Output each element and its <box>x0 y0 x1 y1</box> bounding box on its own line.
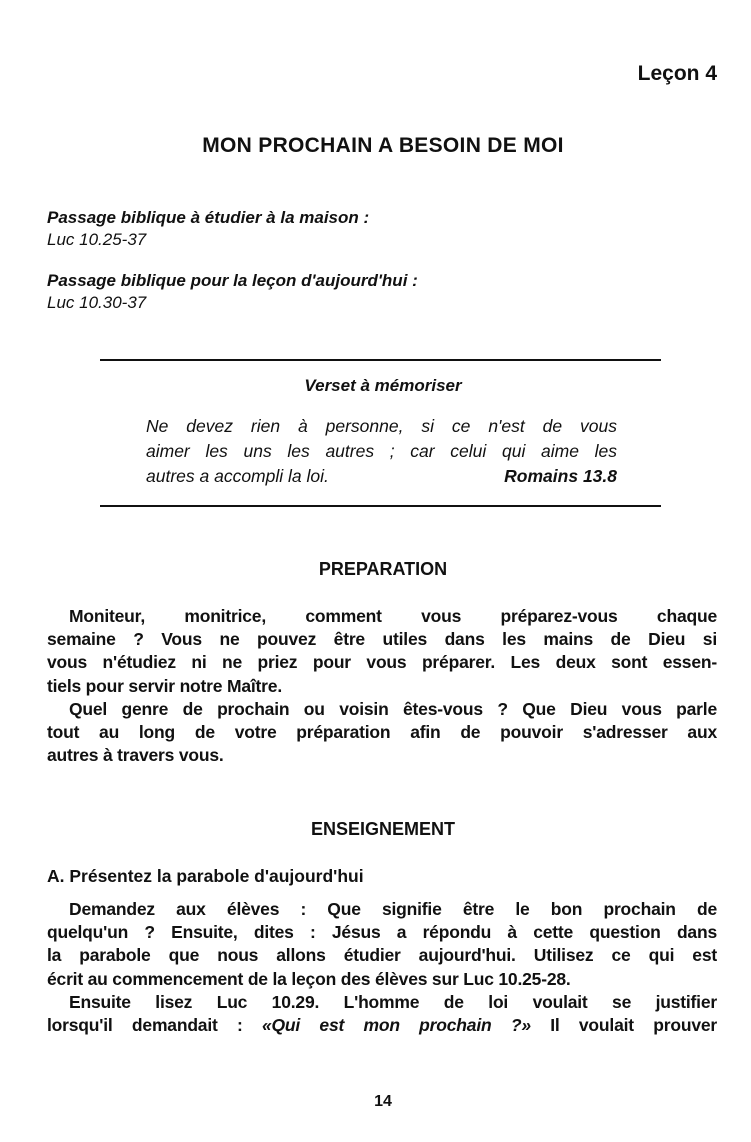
text-line: semaine ? Vous ne pouvez être utiles dans les mains de Dieu si <box>47 629 717 650</box>
verse-reference: Romains 13.8 <box>504 466 617 486</box>
verse-line-last <box>146 464 617 489</box>
passage-today <box>47 270 418 314</box>
page-title: MON PROCHAIN A BESOIN DE MOI <box>202 134 564 157</box>
text-line: la parabole que nous allons étudier aujourd'hui. Utilisez ce qui est <box>47 945 717 966</box>
verse-text: autres a accompli la loi. <box>146 466 329 486</box>
memory-verse-title: Verset à mémoriser <box>304 376 462 395</box>
text-line <box>47 1014 717 1037</box>
passage-label: Passage biblique à étudier à la maison : <box>47 208 370 227</box>
passage-home <box>47 207 369 251</box>
text-line: tiels pour servir notre Maître. <box>47 675 282 696</box>
memory-verse <box>146 414 617 489</box>
text-line: écrit au commencement de la leçon des élèves sur Luc 10.25-28. <box>47 968 571 989</box>
page-number: 14 <box>374 1093 392 1110</box>
text-line: Demandez aux élèves : Que signifie être le bon prochain de <box>69 899 717 919</box>
passage-ref: Luc 10.25-37 <box>47 230 147 249</box>
text-segment: lorsqu'il demandait : <box>47 1015 262 1036</box>
preparation-text <box>47 605 717 767</box>
text-line: quelqu'un ? Ensuite, dites : Jésus a répondu à cette question dans <box>47 922 717 943</box>
divider-top <box>100 359 661 361</box>
quoted-question: «Qui est mon prochain ?» <box>261 1015 531 1036</box>
text-line: Quel genre de prochain ou voisin êtes-vous ? Que Dieu vous parle <box>69 698 717 719</box>
text-line: Ensuite lisez Luc 10.29. L'homme de loi voulait se justifier <box>69 991 717 1012</box>
preparation-heading: PREPARATION <box>318 559 448 579</box>
text-line: Moniteur, monitrice, comment vous préparez-vous chaque <box>69 606 717 626</box>
verse-line: Ne devez rien à personne, si ce n'est de vous <box>146 416 617 436</box>
passage-ref: Luc 10.30-37 <box>47 293 147 312</box>
section-a-heading: A. Présentez la parabole d'aujourd'hui <box>47 866 364 886</box>
divider-bottom <box>100 505 661 507</box>
lesson-number: Leçon 4 <box>637 62 717 85</box>
passage-label: Passage biblique pour la leçon d'aujourd'hui : <box>47 271 418 290</box>
text-line: tout au long de votre préparation afin de pouvoir s'adresser aux <box>47 722 717 743</box>
text-segment: Il voulait prouver <box>530 1015 718 1036</box>
enseignement-heading: ENSEIGNEMENT <box>310 819 456 839</box>
text-line: autres à travers vous. <box>47 745 224 766</box>
enseignement-text <box>47 898 717 1037</box>
text-line: vous n'étudiez ni ne priez pour vous préparer. Les deux sont essen- <box>47 652 717 673</box>
verse-line: aimer les uns les autres ; car celui qui aime les <box>146 441 617 461</box>
